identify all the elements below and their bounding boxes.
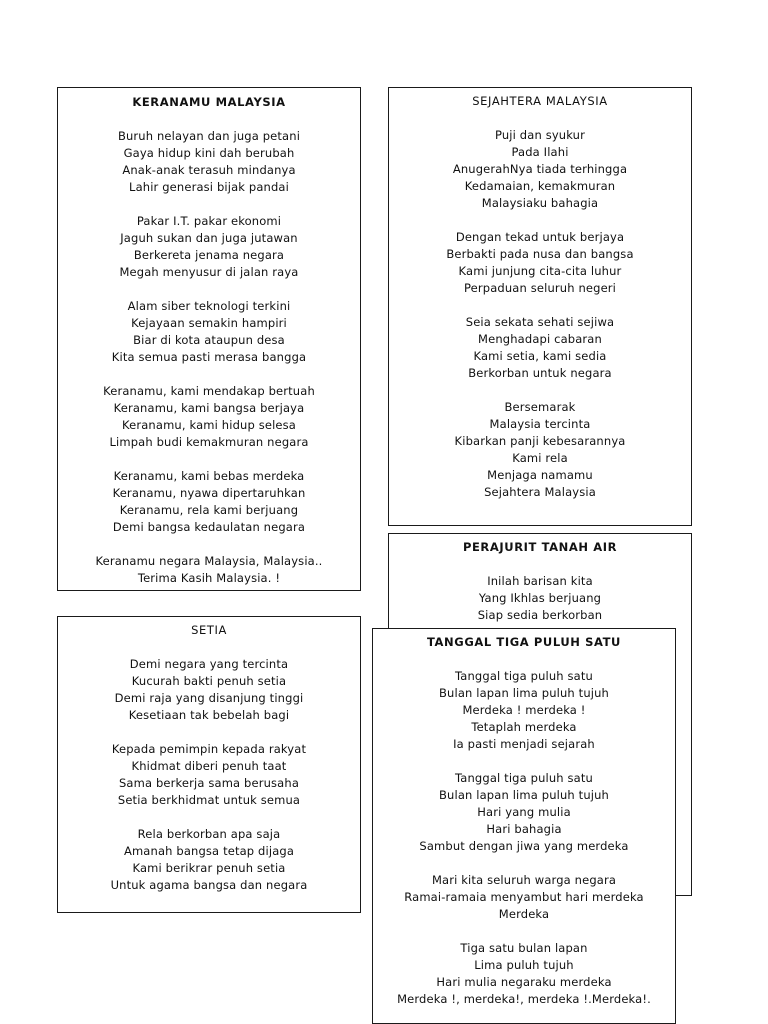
poem-box-tanggal-tiga-puluh-satu (372, 628, 676, 1024)
poem-line: Keranamu, kami bebas merdeka (113, 469, 305, 483)
stanza (58, 826, 360, 894)
poem-title: SETIA (191, 623, 227, 637)
poem-line: Bulan lapan lima puluh tujuh (439, 686, 609, 700)
poem-line: Hari mulia negaraku merdeka (436, 975, 612, 989)
stanza (58, 656, 360, 724)
poem-line: Ia pasti menjadi sejarah (453, 737, 595, 751)
stanza (58, 298, 360, 366)
poem-line: Untuk agama bangsa dan negara (110, 878, 308, 892)
stanza (389, 573, 691, 624)
poem-line: Perpaduan seluruh negeri (463, 281, 617, 295)
stanza (373, 940, 675, 1008)
poem-title: KERANAMU MALAYSIA (132, 95, 286, 109)
poem-line: Terima Kasih Malaysia. ! (137, 571, 281, 585)
poem-line: Seia sekata sehati sejiwa (465, 315, 615, 329)
stanza (58, 213, 360, 281)
poem-line: Kami rela (512, 451, 568, 465)
stanza (58, 741, 360, 809)
poem-line: Sama berkerja sama berusaha (118, 776, 300, 790)
poem-line: Kita semua pasti merasa bangga (111, 350, 307, 364)
poem-line: Kepada pemimpin kepada rakyat (111, 742, 307, 756)
poem-line: Merdeka !, merdeka!, merdeka !.Merdeka!. (397, 992, 651, 1006)
poem-line: Bulan lapan lima puluh tujuh (439, 788, 609, 802)
poem-line: Buruh nelayan dan juga petani (117, 129, 301, 143)
poem-line: Amanah bangsa tetap dijaga (123, 844, 295, 858)
poem-line: Tanggal tiga puluh satu (455, 771, 593, 785)
poem-line: Ramai-ramaia menyambut hari merdeka (404, 890, 644, 904)
poem-line: AnugerahNya tiada terhingga (452, 162, 628, 176)
poem-line: Bersemarak (504, 400, 576, 414)
stanza (389, 127, 691, 212)
poem-line: Malaysiaku bahagia (481, 196, 599, 210)
poem-line: Anak-anak terasuh mindanya (122, 163, 296, 177)
poem-line: Keranamu, nyawa dipertaruhkan (112, 486, 306, 500)
poem-line: Pada Ilahi (511, 145, 569, 159)
poem-line: Khidmat diberi penuh taat (131, 759, 287, 773)
poem-line: Siap sedia berkorban (477, 608, 603, 622)
poem-line: Demi bangsa kedaulatan negara (112, 520, 306, 534)
poem-line: Demi raja yang disanjung tinggi (114, 691, 304, 705)
stanza (389, 314, 691, 382)
poem-line: Megah menyusur di jalan raya (119, 265, 299, 279)
poem-line: Kami setia, kami sedia (473, 349, 607, 363)
poem-line: Hari yang mulia (477, 805, 571, 819)
stanza (389, 399, 691, 501)
poem-line: Menghadapi cabaran (478, 332, 602, 346)
poem-line: Yang Ikhlas berjuang (478, 591, 602, 605)
poem-title: TANGGAL TIGA PULUH SATU (427, 635, 621, 649)
poem-line: Sejahtera Malaysia (484, 485, 596, 499)
poem-line: Tetaplah merdeka (471, 720, 577, 734)
poem-line: Menjaga namamu (487, 468, 593, 482)
poem-line: Kucurah bakti penuh setia (131, 674, 287, 688)
poem-line: Limpah budi kemakmuran negara (109, 435, 309, 449)
poem-box-setia (57, 616, 361, 913)
poem-line: Lima puluh tujuh (474, 958, 574, 972)
poem-line: Keranamu negara Malaysia, Malaysia.. (95, 554, 323, 568)
poem-line: Jaguh sukan dan juga jutawan (120, 231, 298, 245)
poem-line: Gaya hidup kini dah berubah (123, 146, 295, 160)
poem-title: SEJAHTERA MALAYSIA (472, 94, 608, 108)
poem-line: Kesetiaan tak bebelah bagi (128, 708, 290, 722)
poem-line: Kami berikrar penuh setia (132, 861, 286, 875)
poem-line: Keranamu, kami bangsa berjaya (113, 401, 305, 415)
poem-line: Lahir generasi bijak pandai (129, 180, 289, 194)
poem-line: Merdeka ! merdeka ! (462, 703, 586, 717)
poem-line: Tiga satu bulan lapan (460, 941, 588, 955)
stanza (373, 668, 675, 753)
poem-line: Kedamaian, kemakmuran (464, 179, 616, 193)
poem-line: Hari bahagia (486, 822, 562, 836)
poem-line: Demi negara yang tercinta (129, 657, 289, 671)
stanza (58, 383, 360, 451)
poem-box-sejahtera-malaysia (388, 87, 692, 526)
stanza (373, 770, 675, 855)
poem-line: Keranamu, rela kami berjuang (119, 503, 299, 517)
poem-line: Pakar I.T. pakar ekonomi (136, 214, 282, 228)
poem-line: Kami junjung cita-cita luhur (458, 264, 622, 278)
poem-line: Inilah barisan kita (487, 574, 593, 588)
poem-line: Keranamu, kami mendakap bertuah (103, 384, 315, 398)
stanza (58, 128, 360, 196)
poem-line: Sambut dengan jiwa yang merdeka (419, 839, 629, 853)
poem-line: Tanggal tiga puluh satu (455, 669, 593, 683)
poem-line: Malaysia tercinta (489, 417, 591, 431)
stanza (58, 468, 360, 536)
poem-line: Kejayaan semakin hampiri (131, 316, 287, 330)
poem-line: Merdeka (498, 907, 550, 921)
poem-line: Puji dan syukur (494, 128, 586, 142)
poem-line: Berkorban untuk negara (468, 366, 612, 380)
poem-line: Kibarkan panji kebesarannya (454, 434, 626, 448)
poem-line: Alam siber teknologi terkini (127, 299, 291, 313)
stanza (373, 872, 675, 923)
poem-line: Berbakti pada nusa dan bangsa (446, 247, 634, 261)
poem-line: Keranamu, kami hidup selesa (122, 418, 296, 432)
poem-line: Setia berkhidmat untuk semua (117, 793, 301, 807)
stanza (389, 229, 691, 297)
poem-line: Dengan tekad untuk berjaya (455, 230, 625, 244)
poem-title: PERAJURIT TANAH AIR (462, 540, 618, 554)
stanza (58, 553, 360, 587)
poem-line: Berkereta jenama negara (133, 248, 285, 262)
poem-line: Rela berkorban apa saja (137, 827, 281, 841)
poem-line: Biar di kota ataupun desa (133, 333, 285, 347)
poem-line: Mari kita seluruh warga negara (431, 873, 617, 887)
poem-box-keranamu-malaysia (57, 87, 361, 591)
